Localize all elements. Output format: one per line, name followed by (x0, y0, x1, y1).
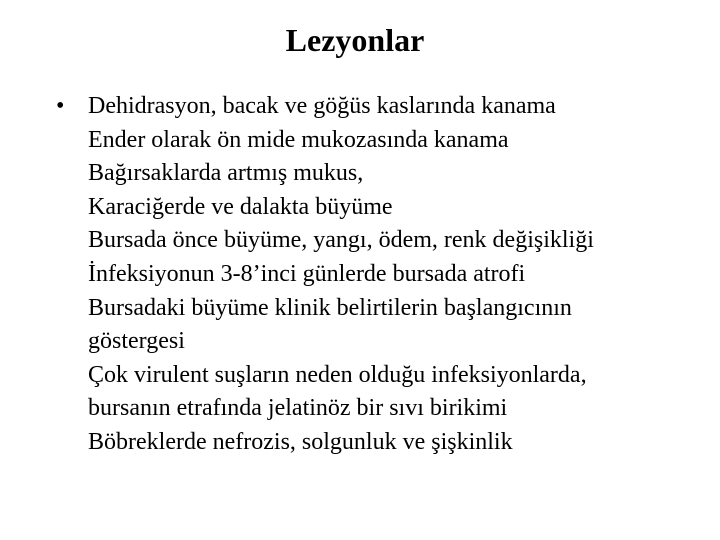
slide-content (56, 90, 696, 460)
text-line: Bursada önce büyüme, yangı, ödem, renk değişikliği (88, 227, 594, 254)
text-line: Çok virulent suşların neden olduğu infeksiyonlarda, (88, 361, 587, 388)
text-line: Bursadaki büyüme klinik belirtilerin başlangıcının (88, 294, 572, 321)
text-line: Ender olarak ön mide mukozasında kanama (88, 126, 509, 153)
bullet-text-block (88, 90, 696, 460)
text-line: İnfeksiyonun 3-8’inci günlerde bursada atrofi (88, 260, 526, 287)
text-line: Böbreklerde nefrozis, solgunluk ve şişkinlik (88, 428, 513, 455)
text-line: Karaciğerde ve dalakta büyüme (88, 193, 393, 220)
text-line: bursanın etrafında jelatinöz bir sıvı birikimi (88, 395, 508, 422)
text-line: Dehidrasyon, bacak ve göğüs kaslarında kanama (88, 93, 556, 119)
text-line: göstergesi (88, 328, 185, 355)
slide-title: Lezyonlar (285, 22, 425, 58)
bullet-marker: • (56, 93, 65, 119)
text-line: Bağırsaklarda artmış mukus, (88, 160, 364, 187)
bullet-item (56, 90, 696, 460)
